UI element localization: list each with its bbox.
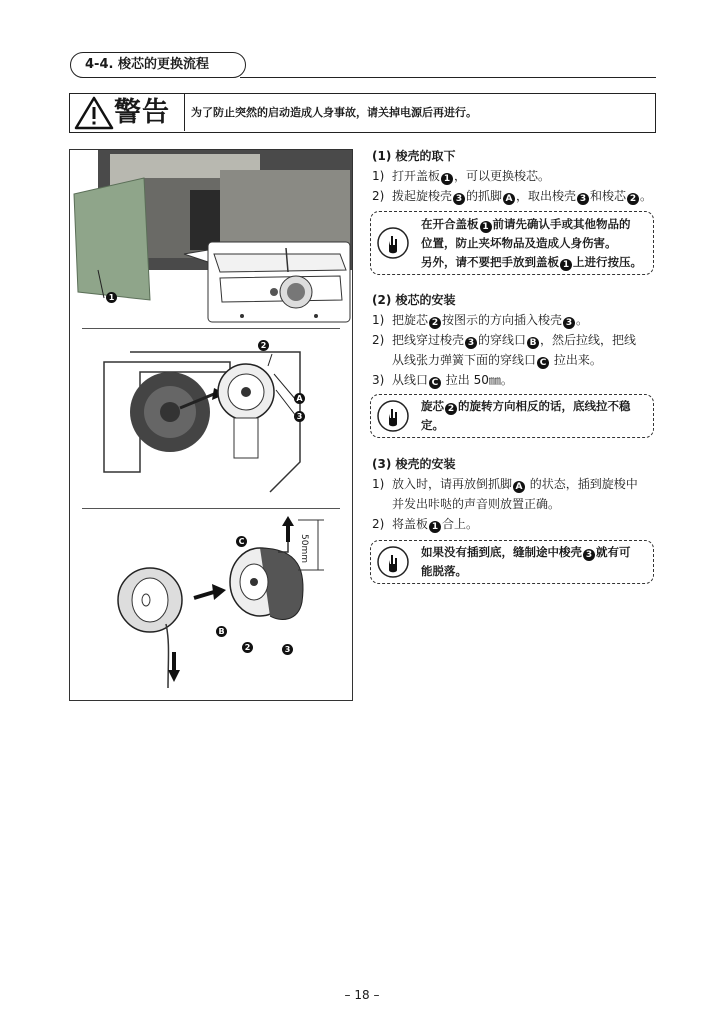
marker-3: 3 <box>465 337 477 349</box>
caution-line: 另外，请不要把手放到盖板 <box>421 255 559 269</box>
warning-header <box>70 94 185 131</box>
item-text: 按图示的方向插入梭壳 <box>441 313 562 327</box>
page-number: – 18 – <box>344 988 380 1002</box>
section-rule <box>240 77 656 78</box>
caution-line: 就有可 <box>596 545 631 559</box>
step2-item-2 <box>372 330 636 350</box>
item-text: ，然后拉线，把线 <box>540 333 637 347</box>
caution-box-1 <box>370 211 654 275</box>
marker-a: A <box>513 481 525 493</box>
caution-hand-icon <box>377 400 409 432</box>
step3-item-1-cont: 并发出咔哒的声音则放置正确。 <box>392 497 561 511</box>
callout-case: 3 <box>282 644 293 655</box>
threading-illustration <box>70 512 352 698</box>
marker-1: 1 <box>560 259 572 271</box>
caution-line: 旋芯 <box>421 399 444 413</box>
caution-hand-icon <box>377 546 409 578</box>
figure-divider <box>82 328 340 329</box>
section-title: 4-4. 梭芯的更换流程 <box>70 52 246 78</box>
item-text: 的抓脚 <box>465 189 502 203</box>
item-number: 3) <box>372 373 385 387</box>
step1-heading: (1) 梭壳的取下 <box>372 149 456 163</box>
caution-text-1 <box>421 215 642 272</box>
caution-line: 能脱落。 <box>421 564 467 578</box>
item-text: 拨起旋梭壳 <box>391 189 452 203</box>
callout-lever-a: A <box>294 393 305 404</box>
item-number: 2) <box>372 333 385 347</box>
marker-1: 1 <box>480 221 492 233</box>
step1-item-2 <box>372 186 652 206</box>
caution-box-3 <box>370 540 654 584</box>
warning-text: 为了防止突然的启动造成人身事故，请关掉电源后再进行。 <box>191 106 477 119</box>
item-text: ，取出梭壳 <box>516 189 577 203</box>
step2-item-1 <box>372 310 588 330</box>
caution-line: 前请先确认手或其他物品的 <box>492 217 631 231</box>
callout-cover: 1 <box>106 292 117 303</box>
caution-line: 的旋转方向相反的话，底线拉不稳 <box>458 399 631 413</box>
step3-item-1 <box>372 474 638 494</box>
callout-bobbin: 2 <box>242 642 253 653</box>
callout-thread-exit-c: C <box>236 536 247 547</box>
caution-line: 在开合盖板 <box>421 217 479 231</box>
caution-line: 如果没有插到底，缝制途中梭壳 <box>421 545 582 559</box>
step3-heading: (3) 梭壳的安装 <box>372 457 456 471</box>
item-text: 打开盖板 <box>391 169 440 183</box>
marker-b: B <box>527 337 539 349</box>
marker-1: 1 <box>441 173 453 185</box>
caution-line: 上进行按压。 <box>573 255 642 269</box>
item-text: 的穿线口 <box>477 333 526 347</box>
item-text: 和梭芯 <box>590 189 627 203</box>
marker-c: C <box>537 357 549 369</box>
marker-1: 1 <box>429 521 441 533</box>
step2-item-2-cont <box>392 350 602 370</box>
marker-c: C <box>429 377 441 389</box>
item-text: 把旋芯 <box>391 313 428 327</box>
caution-text-3 <box>421 543 631 581</box>
item-number: 1) <box>372 477 385 491</box>
warning-label: 警告 <box>114 97 170 128</box>
item-text: 将盖板 <box>391 517 428 531</box>
item-text: 。 <box>640 189 653 203</box>
item-text: 从线张力弹簧下面的穿线口 <box>392 353 537 367</box>
item-text: ，可以更换梭芯。 <box>453 169 550 183</box>
item-number: 2) <box>372 189 385 203</box>
marker-2: 2 <box>627 193 639 205</box>
item-text: 把线穿过梭壳 <box>391 333 464 347</box>
warning-box <box>69 93 656 133</box>
marker-3: 3 <box>563 317 575 329</box>
item-number: 1) <box>372 313 385 327</box>
marker-2: 2 <box>429 317 441 329</box>
marker-3: 3 <box>577 193 589 205</box>
caution-line: 定。 <box>421 418 444 432</box>
marker-2: 2 <box>445 403 457 415</box>
figure-frame <box>69 149 353 701</box>
item-text: 放入时，请再放倒抓脚 <box>391 477 512 491</box>
marker-3: 3 <box>453 193 465 205</box>
step1-item-1 <box>372 166 550 186</box>
marker-a: A <box>503 193 515 205</box>
figure-divider <box>82 508 340 509</box>
caution-hand-icon <box>377 227 409 259</box>
caution-box-2 <box>370 394 654 438</box>
item-number: 2) <box>372 517 385 531</box>
item-text: 从线口 <box>391 373 428 387</box>
item-text: 的状态，插到旋梭中 <box>525 477 638 491</box>
step3-item-2 <box>372 514 478 534</box>
callout-thread-slot-b: B <box>216 626 227 637</box>
warning-triangle-icon <box>74 95 114 131</box>
callout-bobbin: 2 <box>258 340 269 351</box>
item-text: 合上。 <box>441 517 478 531</box>
bobbin-case-insert-illustration <box>70 332 352 502</box>
caution-text-2 <box>421 397 631 435</box>
item-text: 拉出 50㎜。 <box>441 373 513 387</box>
step2-heading: (2) 梭芯的安装 <box>372 293 456 307</box>
caution-line: 位置，防止夹坏物品及造成人身伤害。 <box>421 236 617 250</box>
callout-case: 3 <box>294 411 305 422</box>
item-text: 拉出来。 <box>550 353 602 367</box>
step2-item-3 <box>372 370 513 390</box>
dimension-label: 50mm <box>299 534 309 563</box>
marker-3: 3 <box>583 549 595 561</box>
item-number: 1) <box>372 169 385 183</box>
item-text: 。 <box>576 313 589 327</box>
